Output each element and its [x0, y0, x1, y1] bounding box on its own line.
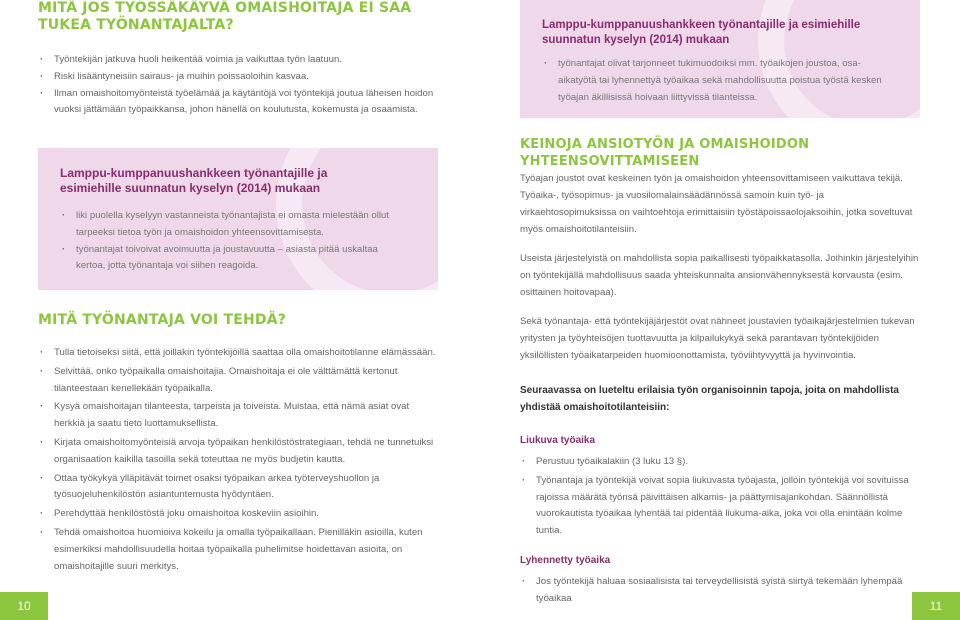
- right-body-text: [520, 170, 920, 608]
- subheading-shortened-time: Lyhennetty työaika: [520, 554, 611, 566]
- right-page-bar: [912, 592, 960, 620]
- list-item: · liki puolella kyselyyn vastanneista työnantajista ei omasta mielestään ollut tarpeeksi tietoa työn ja omaishoidon yhteensovittamisesta.: [60, 208, 400, 242]
- left-bullet-list: [38, 52, 438, 119]
- paragraph: Työajan joustot ovat keskeinen työn ja omaishoidon yhteensovittamiseen vaikuttava tekijä. Työaika-, työsopimus- ja vuosilomalainsäädännössä samoin kuin työ- ja virkaehtosopimuksissa on vaihtoehtoja erimittaisiin työstäpoissaolojaksoihin, jotka soveltuvat myös omaishoitotilanteisiin.: [520, 173, 913, 235]
- list-item: · Tulla tietoiseksi siitä, että joillakin työntekijöillä saattaa olla omaishoitotilanne elämässään.: [38, 345, 442, 362]
- list-item: · työnantajat olivat tarjonneet tukimuodoiksi mm. työaikojen joustoa, osa-aikatyötä tai lyhennettyä työaikaa sekä mahdollisuutta poistua työstä kesken työajan äkillisissä hoivaan liittyvissä tilanteissa.: [542, 56, 892, 106]
- list-item: · Työntekijän jatkuva huoli heikentää voimia ja vaikuttaa työn laatuun.: [38, 52, 438, 69]
- left-survey-box: [38, 148, 438, 290]
- left-box-title: Lamppu-kumppanuushankkeen työnantajille ja esimiehille suunnatun kyselyn (2014) mukaan: [60, 166, 328, 195]
- right-survey-box: [520, 0, 920, 118]
- list-item: · Ottaa työkykyä ylläpitävät toimet osaksi työpaikan arkea työterveyshuollon ja työsuojeluhenkilöstön asiantuntemusta hyödyntäen.: [38, 471, 442, 505]
- list-item: · Perehdyttää henkilöstöstä joku omaishoitoa koskeviin asioihin.: [38, 506, 442, 523]
- right-section-title: KEINOJA ANSIOTYÖN JA OMAISHOIDON YHTEENSOVITTAMISEEN: [520, 137, 810, 169]
- organisation-intro: Seuraavassa on lueteltu erilaisia työn organisoinnin tapoja, joita on mahdollista yhdistää omaishoitotilanteisiin:: [520, 385, 899, 413]
- page-number: 11: [929, 599, 943, 613]
- subheading-flexitime: Liukuva työaika: [520, 435, 596, 446]
- list-item: · Selvittää, onko työpaikalla omaishoitajia. Omaishoitaja ei ole välttämättä kertonut tilanteestaan kenellekään työpaikalla.: [38, 364, 442, 398]
- list-item: · Tehdä omaishoitoa huomioiva kokeilu ja omalla työpaikallaan. Pienilläkin asioilla, kuten esimerkiksi mahdollisuudella hoitaa työpaikalla puhelimitse hoidettavan asioita, on omaishoitajille suuri merkitys.: [38, 525, 442, 575]
- list-item: · Kirjata omaishoitomyönteisiä arvoja työpaikan henkilöstöstrategiaan, tehdä ne tunnetuiksi organisaation kaikilla tasoilla sekä toteuttaa ne myös budjetin kautta.: [38, 435, 442, 469]
- list-item: · Riski lisääntyneisiin sairaus- ja muihin poissaoloihin kasvaa.: [38, 69, 438, 86]
- list-item: · Perustuu työaikalakiin (3 luku 13 §).: [520, 454, 920, 471]
- paragraph: Useista järjestelyistä on mahdollista sopia paikallisesti työpaikkatasolla. Joihinkin järjestelyihin on työntekijällä mahdollisuus saada yhteiskunnalta ansionvähennyksestä korvausta (esim. osittainen hoitovapaa).: [520, 253, 919, 298]
- employer-actions-list: [38, 345, 442, 575]
- list-item: · työnantajat toivoivat avoimuutta ja joustavuutta – asiasta pitää uskaltaa kertoa, jotta työnantaja voi siihen reagoida.: [60, 242, 400, 276]
- left-box-bullets: [60, 208, 400, 275]
- right-box-bullets: [542, 56, 892, 106]
- shortened-time-list: [520, 574, 920, 608]
- left-title: MITÄ JOS TYÖSSÄKÄYVÄ OMAISHOITAJA EI SAA TUKEA TYÖNANTAJALTA?: [38, 0, 412, 33]
- right-box-title: Lamppu-kumppanuushankkeen työnantajille ja esimiehille suunnatun kyselyn (2014) mukaan: [542, 19, 861, 46]
- list-item: · Kysyä omaishoitajan tilanteesta, tarpeista ja toiveista. Muistaa, että nämä asiat ovat herkkiä ja saatu tieto luottamuksellista.: [38, 399, 442, 433]
- list-item: · Ilman omaishoitomyönteistä työelämää ja käytäntöjä voi työntekijä joutua läheisen hoidon vuoksi jättämään työpaikkansa, johon hänellä on koulutusta, kokemusta ja osaamista.: [38, 86, 438, 120]
- list-item: · Jos työntekijä haluaa sosiaalisista tai terveydellisistä syistä siirtyä tekemään lyhempää työaikaa: [520, 574, 920, 608]
- left-page-bar: [0, 592, 48, 620]
- section-title-employer: MITÄ TYÖNANTAJA VOI TEHDÄ?: [38, 312, 287, 328]
- paragraph: Sekä työnantaja- että työntekijäjärjestöt ovat nähneet joustavien työaikajärjestelmien tukevan yritysten ja työyhteisöjen tuottavuutta ja kilpailukykyä sekä parantavan työntekijöiden yksilöllisten työaikatarpeiden huomioonottamista, työviihtyvyyttä ja hyvinvointia.: [520, 316, 915, 361]
- list-item: · Työnantaja ja työntekijä voivat sopia liukuvasta työajasta, jolloin työntekijä voi sovituissa rajoissa määrätä työnsä päivittäisen alkamis- ja päättymisajankohdan. Säännöllistä vuorokautista työaikaa lyhentää tai pidentää liukuma-aika, joka voi olla enintään kolme tuntia.: [520, 473, 920, 540]
- page-number: 10: [17, 599, 31, 613]
- flexitime-list: [520, 454, 920, 540]
